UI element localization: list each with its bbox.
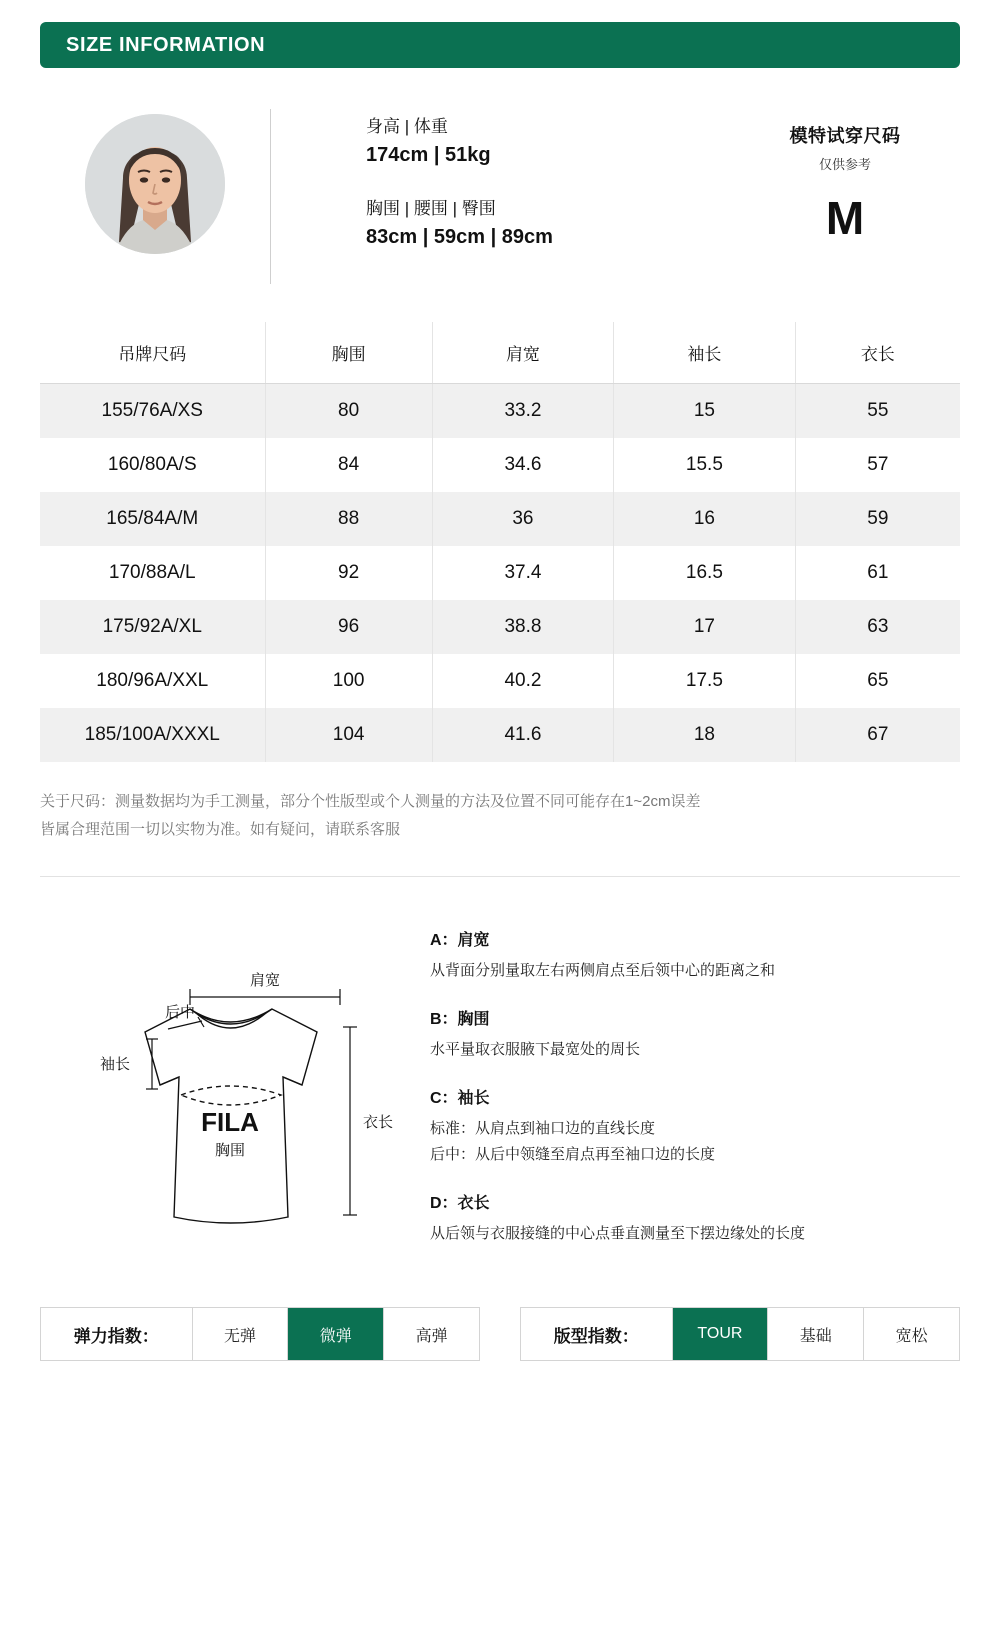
body-measure-value: 83cm | 59cm | 89cm bbox=[366, 226, 553, 248]
tshirt-measure-icon bbox=[40, 917, 420, 1247]
length-diagram-label: 衣长 bbox=[363, 1114, 394, 1131]
cell-bust: 92 bbox=[265, 546, 432, 600]
size-information-page bbox=[0, 22, 1000, 1648]
sleeve-diagram-label: 袖长 bbox=[100, 1056, 131, 1073]
cell-tag-size: 155/76A/XS bbox=[40, 384, 265, 439]
fit-option-loose[interactable]: 宽松 bbox=[863, 1308, 959, 1360]
table-row bbox=[40, 438, 960, 492]
table-row bbox=[40, 384, 960, 439]
cell-bust: 100 bbox=[265, 654, 432, 708]
table-row bbox=[40, 492, 960, 546]
cell-length: 57 bbox=[867, 454, 889, 475]
col-header-bust: 胸围 bbox=[265, 322, 432, 384]
cell-shoulder: 40.2 bbox=[432, 654, 613, 708]
body-measure-group bbox=[366, 196, 730, 252]
size-note-line-2: 皆属合理范围一切以实物为准。如有疑问，请联系客服 bbox=[40, 821, 401, 838]
definition-title: D：衣长 bbox=[430, 1195, 490, 1212]
cell-sleeve: 16.5 bbox=[614, 546, 795, 600]
index-bars bbox=[40, 1307, 960, 1361]
cell-shoulder: 36 bbox=[432, 492, 613, 546]
col-header-sleeve: 袖长 bbox=[614, 322, 795, 384]
col-header-tag-size: 吊牌尺码 bbox=[40, 322, 265, 384]
backmid-diagram-label: 后中 bbox=[164, 1004, 196, 1021]
definition-line: 从背面分别量取左右两侧肩点至后领中心的距离之和 bbox=[430, 962, 776, 979]
elasticity-option-slight[interactable]: 微弹 bbox=[287, 1308, 383, 1360]
cell-bust: 96 bbox=[265, 600, 432, 654]
size-table-body bbox=[40, 384, 960, 763]
elasticity-option-none[interactable]: 无弹 bbox=[192, 1308, 288, 1360]
cell-length: 55 bbox=[867, 400, 889, 421]
size-note bbox=[40, 788, 960, 844]
cell-sleeve: 18 bbox=[614, 708, 795, 762]
cell-sleeve: 15.5 bbox=[614, 438, 795, 492]
body-measure-label: 胸围 | 腰围 | 臀围 bbox=[366, 199, 496, 218]
avatar bbox=[85, 114, 225, 254]
section-header bbox=[40, 22, 960, 68]
definition-line: 后中：从后中领缝至肩点再至袖口边的长度 bbox=[430, 1146, 716, 1163]
size-note-line-1: 关于尺码：测量数据均为手工测量，部分个性版型或个人测量的方法及位置不同可能存在1~2cm误差 bbox=[40, 793, 701, 810]
cell-bust: 104 bbox=[265, 708, 432, 762]
bust-diagram-label: 胸围 bbox=[214, 1142, 246, 1159]
model-measurements bbox=[271, 104, 730, 278]
col-header-shoulder: 肩宽 bbox=[432, 322, 613, 384]
definition-length bbox=[430, 1190, 960, 1247]
cell-bust: 84 bbox=[265, 438, 432, 492]
definition-title: B：胸围 bbox=[430, 1011, 490, 1028]
size-table bbox=[40, 322, 960, 762]
definition-line: 水平量取衣服腋下最宽处的周长 bbox=[430, 1041, 641, 1058]
try-on-subtitle: 仅供参考 bbox=[818, 157, 871, 172]
cell-length: 59 bbox=[867, 508, 889, 529]
page-title: SIZE INFORMATION bbox=[66, 33, 266, 56]
height-weight-value: 174cm | 51kg bbox=[366, 144, 491, 166]
fit-option-tour[interactable]: TOUR bbox=[672, 1308, 768, 1360]
measurement-guide bbox=[40, 917, 960, 1269]
table-row bbox=[40, 654, 960, 708]
definition-title: A：肩宽 bbox=[430, 932, 490, 949]
table-row bbox=[40, 546, 960, 600]
table-header-row bbox=[40, 322, 960, 384]
model-try-on-size bbox=[730, 104, 960, 244]
divider bbox=[40, 876, 960, 877]
cell-shoulder: 38.8 bbox=[432, 600, 613, 654]
fit-option-basic[interactable]: 基础 bbox=[767, 1308, 863, 1360]
cell-sleeve: 15 bbox=[614, 384, 795, 439]
cell-tag-size: 165/84A/M bbox=[40, 492, 265, 546]
cell-tag-size: 180/96A/XXL bbox=[40, 654, 265, 708]
cell-tag-size: 185/100A/XXXL bbox=[40, 708, 265, 762]
cell-tag-size: 175/92A/XL bbox=[40, 600, 265, 654]
definition-line: 从后领与衣服接缝的中心点垂直测量至下摆边缘处的长度 bbox=[430, 1225, 806, 1242]
definitions-list bbox=[420, 917, 960, 1269]
cell-bust: 80 bbox=[265, 384, 432, 439]
definition-sleeve bbox=[430, 1085, 960, 1168]
shoulder-diagram-label: 肩宽 bbox=[249, 972, 281, 989]
model-photo-container bbox=[40, 104, 270, 254]
fit-index bbox=[520, 1307, 960, 1361]
definition-title: C：袖长 bbox=[430, 1090, 490, 1107]
cell-length: 61 bbox=[867, 562, 889, 583]
brand-logo-text: FILA bbox=[201, 1107, 259, 1137]
cell-bust: 88 bbox=[265, 492, 432, 546]
table-row bbox=[40, 600, 960, 654]
elasticity-index bbox=[40, 1307, 480, 1361]
col-header-length: 衣长 bbox=[795, 322, 960, 384]
height-weight-group bbox=[366, 114, 730, 170]
cell-shoulder: 33.2 bbox=[432, 384, 613, 439]
cell-sleeve: 17 bbox=[614, 600, 795, 654]
size-table-head bbox=[40, 322, 960, 384]
try-on-title: 模特试穿尺码 bbox=[789, 126, 901, 146]
model-portrait-icon bbox=[85, 114, 225, 254]
height-weight-label: 身高 | 体重 bbox=[366, 117, 448, 136]
cell-length: 67 bbox=[867, 724, 889, 745]
fit-index-label: 版型指数： bbox=[553, 1326, 639, 1346]
definition-line: 标准：从肩点到袖口边的直线长度 bbox=[430, 1120, 656, 1137]
cell-sleeve: 17.5 bbox=[614, 654, 795, 708]
table-row bbox=[40, 708, 960, 762]
cell-length: 65 bbox=[867, 670, 889, 691]
definition-shoulder bbox=[430, 927, 960, 984]
cell-tag-size: 170/88A/L bbox=[40, 546, 265, 600]
elasticity-option-high[interactable]: 高弹 bbox=[383, 1308, 479, 1360]
elasticity-index-label: 弹力指数： bbox=[73, 1326, 159, 1346]
cell-sleeve: 16 bbox=[614, 492, 795, 546]
cell-shoulder: 41.6 bbox=[432, 708, 613, 762]
cell-shoulder: 34.6 bbox=[432, 438, 613, 492]
tshirt-diagram bbox=[40, 917, 420, 1269]
model-info-block bbox=[40, 104, 960, 304]
cell-shoulder: 37.4 bbox=[432, 546, 613, 600]
cell-tag-size: 160/80A/S bbox=[40, 438, 265, 492]
definition-bust bbox=[430, 1006, 960, 1063]
try-on-size-value: M bbox=[825, 192, 865, 244]
cell-length: 63 bbox=[867, 616, 889, 637]
